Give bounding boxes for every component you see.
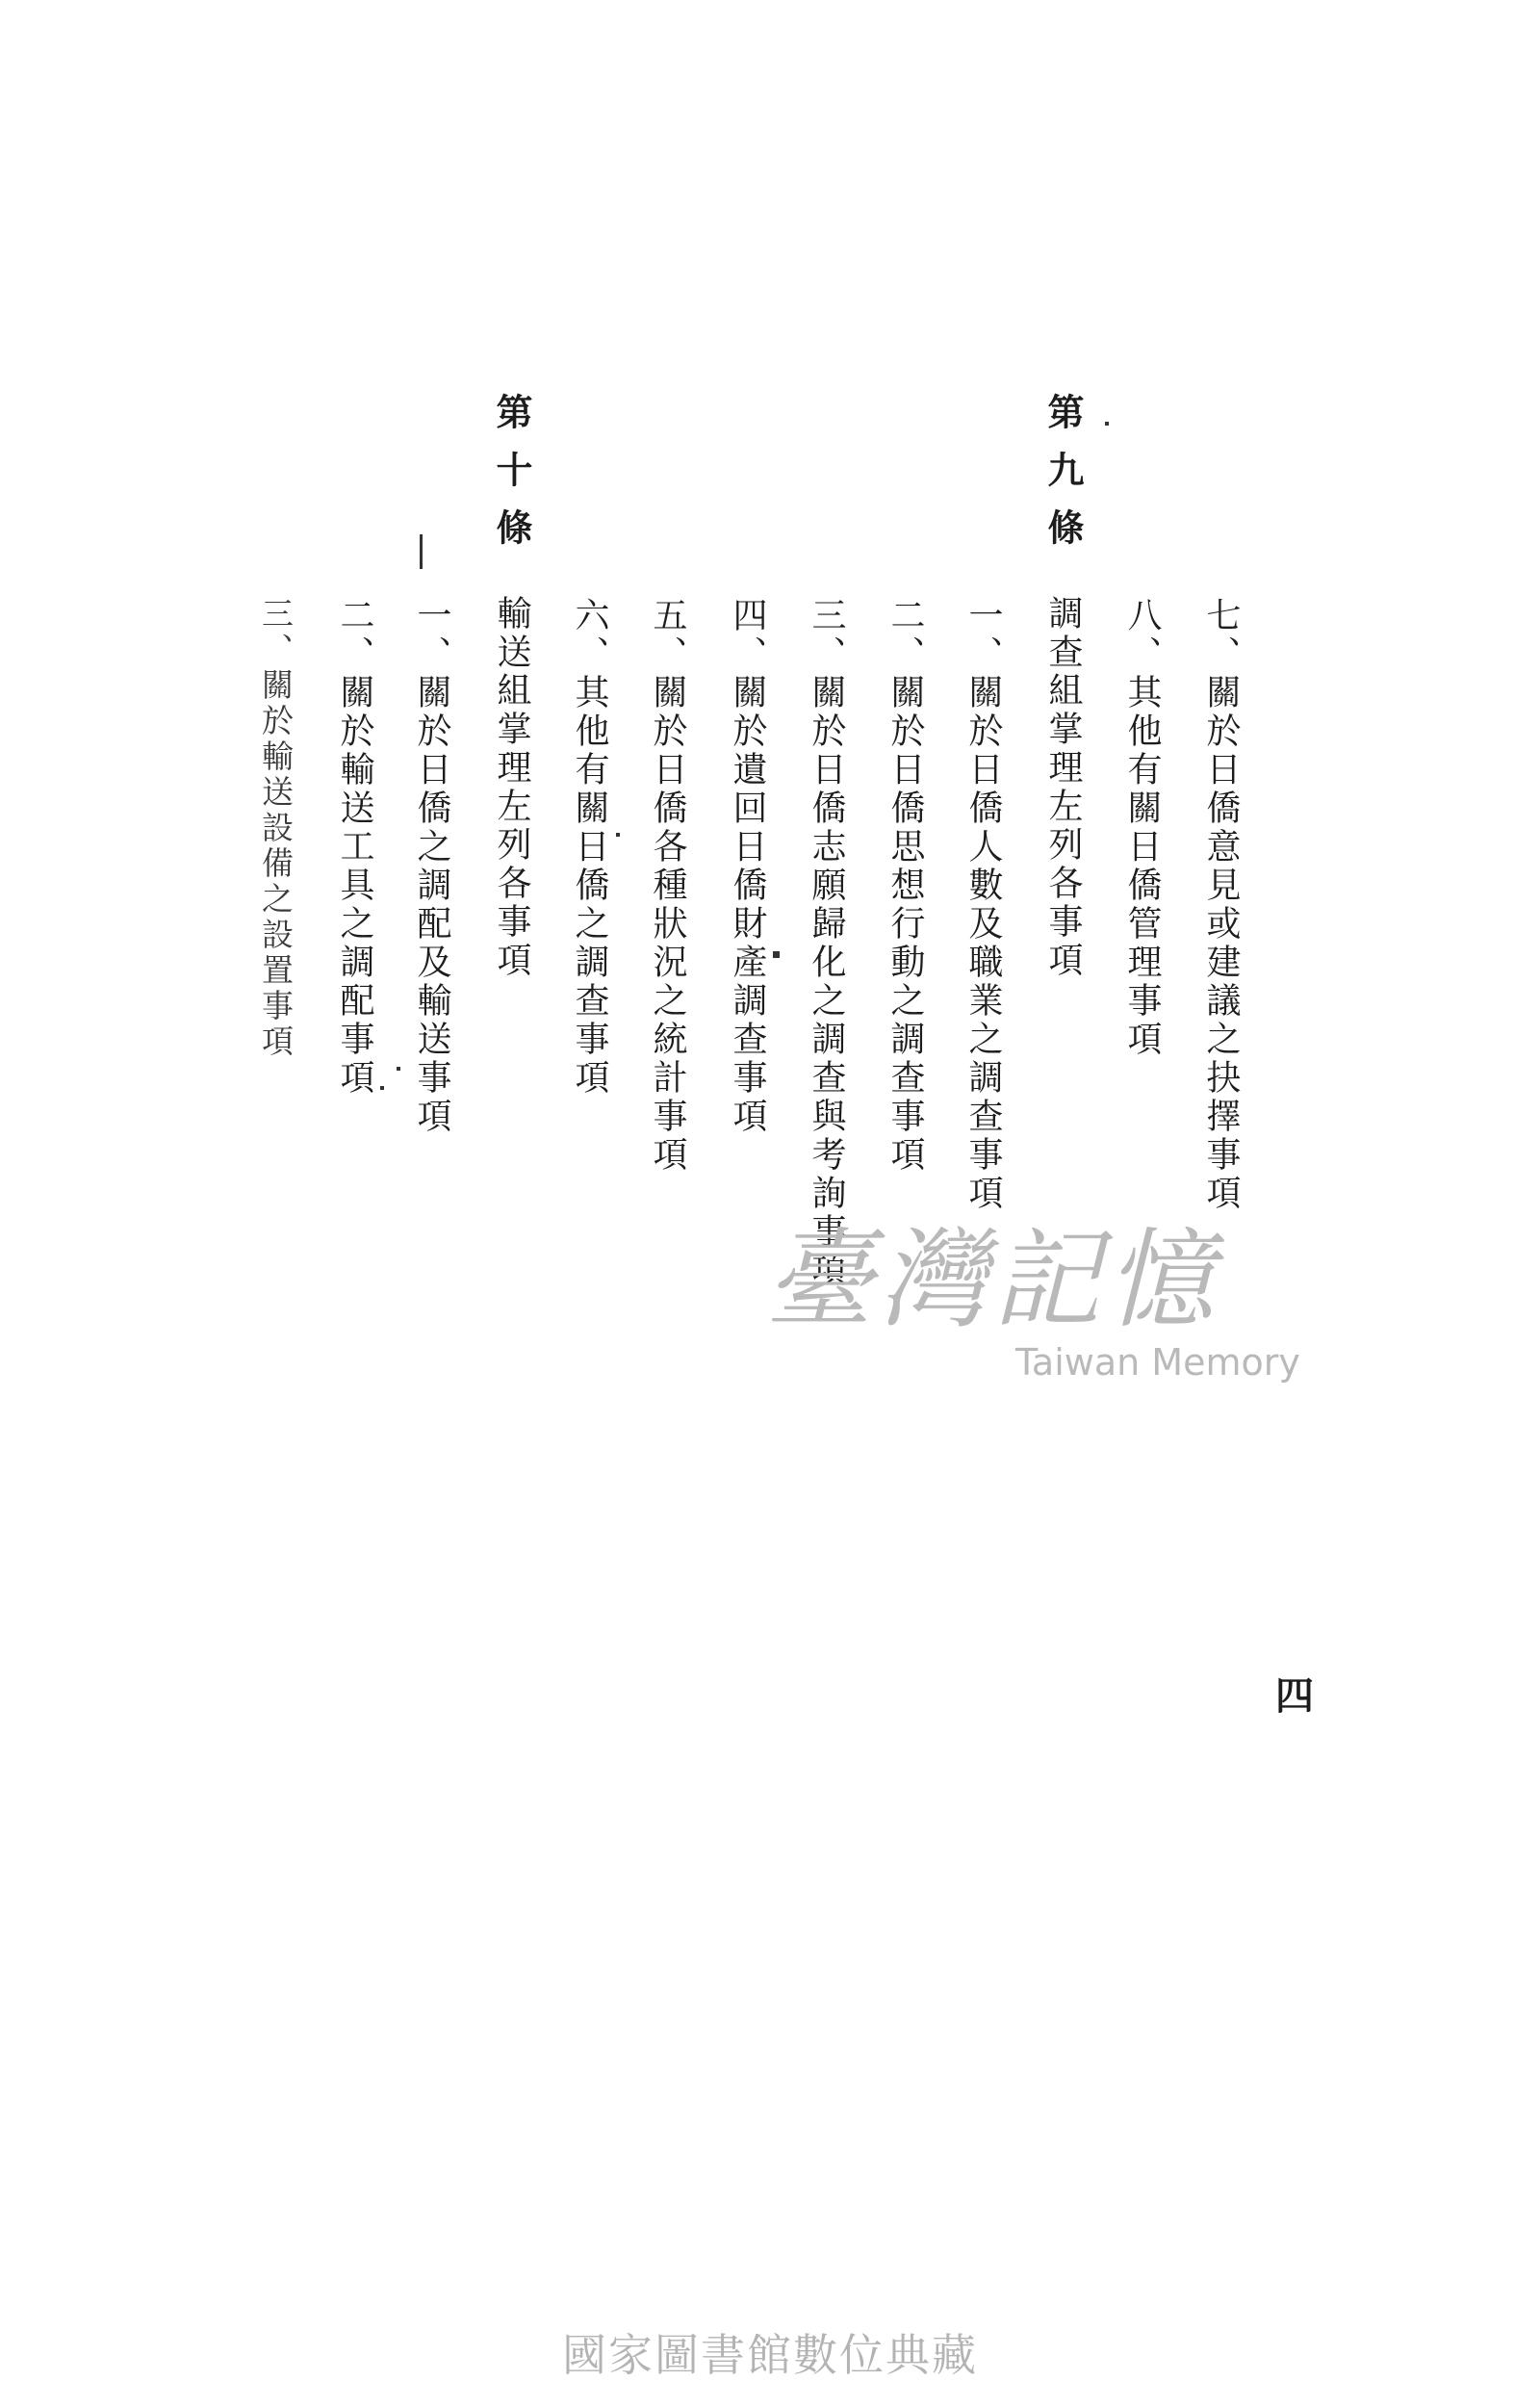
- scan-speck: [773, 951, 780, 958]
- item-text: 關於日僑意見或建議之抉擇事項: [1201, 674, 1241, 1213]
- item-text: 關於輸送設備之設置事項: [257, 668, 295, 1060]
- scan-speck: [397, 1067, 400, 1071]
- item-text: 關於日僑人數及職業之調查事項: [963, 674, 1003, 1213]
- item-text: 關於輸送工具之調配事項: [335, 674, 374, 1098]
- item-number: 一、: [412, 597, 451, 674]
- item-number: 二、: [886, 597, 925, 674]
- item-text: 其他有關日僑管理事項: [1122, 674, 1162, 1059]
- article-9: [1041, 393, 1085, 980]
- scan-speck: [380, 1086, 384, 1090]
- item-number: 三、: [807, 597, 846, 674]
- article-10: [490, 393, 533, 980]
- article-text: 輸送組掌理左列各事項: [492, 595, 531, 980]
- watermark-english: Taiwan Memory: [1015, 1341, 1300, 1384]
- footer-collection-label: 國家圖書館數位典藏: [562, 2329, 978, 2381]
- watermark-chinese: 臺灣記憶: [765, 1218, 1219, 1343]
- item-10-2: [337, 597, 372, 1098]
- item-9-1: [963, 597, 1003, 1213]
- item-number: 一、: [963, 597, 1003, 674]
- item-9-6: [570, 597, 609, 1098]
- item-9-5: [648, 597, 687, 1175]
- item-text: 其他有關日僑之調查事項: [570, 674, 609, 1098]
- scan-speck: [1105, 422, 1109, 426]
- scan-speck: [616, 833, 620, 837]
- item-number: 二、: [335, 597, 374, 674]
- item-number: 七、: [1201, 597, 1241, 674]
- item-9-4: [728, 597, 767, 1136]
- item-9-2: [886, 597, 925, 1175]
- item-text: 關於日僑思想行動之調查事項: [886, 674, 925, 1175]
- page-number: 四: [1275, 1673, 1314, 1719]
- item-10-1: [414, 597, 449, 1136]
- item-number: 三、: [257, 597, 295, 668]
- scan-speck: [420, 534, 423, 569]
- item-text: 關於日僑之調配及輸送事項: [412, 674, 451, 1136]
- watermark: [765, 1194, 1300, 1384]
- item-10-3: [257, 597, 295, 1060]
- item-text: 關於日僑各種狀況之統計事項: [648, 674, 687, 1175]
- item-number: 四、: [728, 597, 767, 674]
- article-title: 第十條: [490, 393, 533, 566]
- item-number: 六、: [570, 597, 609, 674]
- item-number: 八、: [1122, 597, 1162, 674]
- article-text: 調查組掌理左列各事項: [1043, 595, 1083, 980]
- item-text: 關於日僑志願歸化之調查與考詢事項: [807, 674, 846, 1290]
- item-7: [1201, 597, 1241, 1213]
- item-number: 五、: [648, 597, 687, 674]
- item-9-3: [807, 597, 846, 1290]
- item-text: 關於遺回日僑財產調查事項: [728, 674, 767, 1136]
- article-title: 第九條: [1041, 393, 1085, 566]
- item-8: [1122, 597, 1162, 1059]
